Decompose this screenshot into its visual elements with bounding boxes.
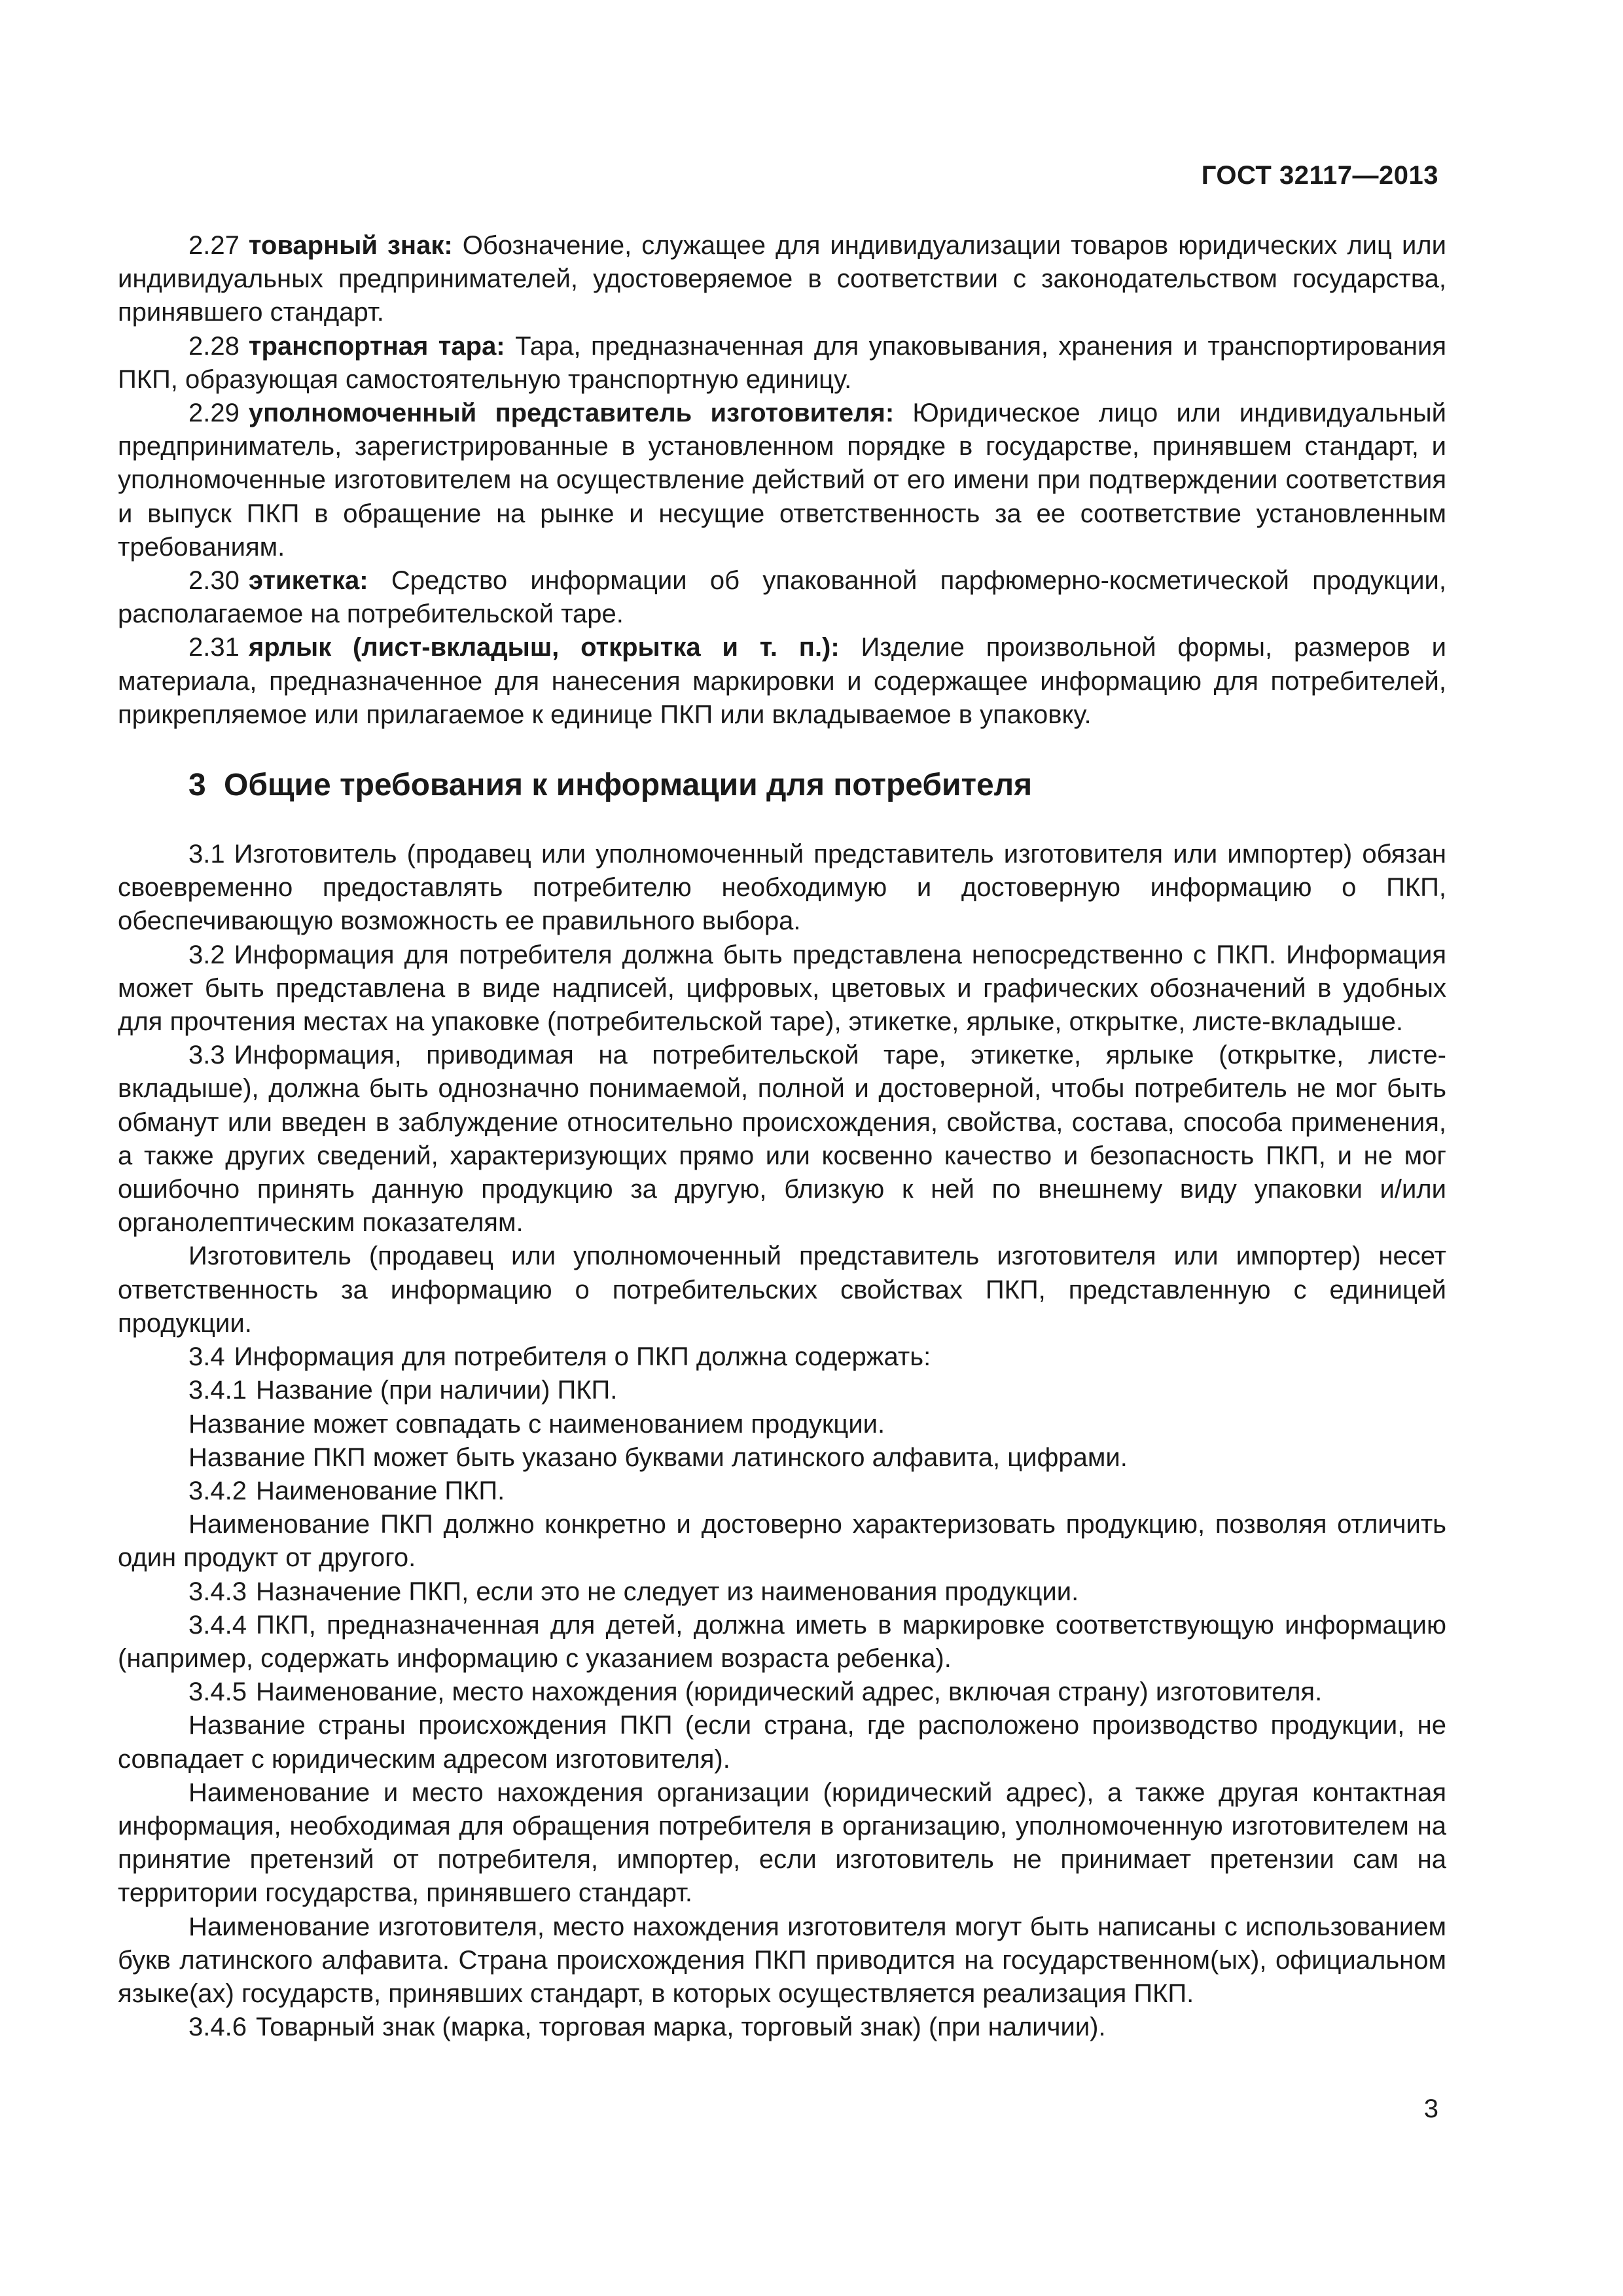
paragraph-3-4-3	[118, 1575, 1446, 1609]
paragraph-text: Название может совпадать с наименованием продукции.	[188, 1409, 885, 1439]
paragraph-number: 3.3	[188, 1041, 225, 1070]
paragraph-number: 3.4.6	[188, 2013, 247, 2042]
paragraph	[118, 1776, 1446, 1910]
paragraph-text: Наименование и место нахождения организации (юридический адрес), а также другая контактная информация, необходимая для обращения потребителя в организацию, уполномоченную изготовителем на принятие претензий от потребителя, импортер, если изготовитель не принимает претензии сам на территории государства, принявшего стандарт.	[118, 1778, 1446, 1908]
paragraph	[118, 1508, 1446, 1575]
paragraph	[118, 1441, 1446, 1475]
paragraph-text: Изготовитель (продавец или уполномоченный представитель изготовителя или импортер) несет ответственность за информацию о потребительских свойствах ПКП, представленную с единицей продукции.	[118, 1242, 1446, 1338]
definition-2-31	[118, 631, 1446, 732]
definition-term: товарный знак:	[248, 231, 453, 260]
paragraph-number: 3.4.2	[188, 1476, 247, 1505]
paragraph-number: 3.4.3	[188, 1577, 247, 1606]
paragraph	[118, 1709, 1446, 1776]
paragraph-number: 3.1	[188, 840, 225, 869]
paragraph-text: Информация, приводимая на потребительской таре, этикетке, ярлыке (открытке, листе-вкладыше), должна быть однозначно понимаемой, полной и достоверной, чтобы потребитель не мог быть обманут или введен в заблуждение относительно происхождения, свойства, состава, способа применения, а также других сведений, характеризующих прямо или косвенно качество и безопасность ПКП, и не мог ошибочно принять данную продукцию за другую, близкую к ней по внешнему виду упаковки и/или органолептическим показателям.	[118, 1041, 1446, 1238]
definition-number: 2.28	[188, 331, 240, 361]
paragraph-text: Название (при наличии) ПКП.	[255, 1376, 618, 1405]
paragraph-3-2	[118, 939, 1446, 1039]
paragraph-text: Наименование изготовителя, место нахождения изготовителя могут быть написаны с использованием букв латинского алфавита. Страна происхождения ПКП приводится на государственном(ых), официальном языке(ах) государств, принявших стандарт, в которых осуществляется реализация ПКП.	[118, 1912, 1446, 2008]
definition-text: Обозначение, служащее для индивидуализации товаров юридических лиц или индивидуальных предпринимателей, удостоверяемое в соответствии с законодательством государства, принявшего стандарт.	[118, 231, 1446, 327]
paragraph-number: 3.4	[188, 1342, 225, 1372]
paragraph-3-4-2	[118, 1475, 1446, 1508]
paragraph-3-4-5	[118, 1676, 1446, 1709]
definition-term: ярлык (лист-вкладыш, открытка и т. п.):	[248, 633, 840, 662]
document-code: ГОСТ 32117—2013	[1201, 161, 1438, 190]
section-heading	[118, 767, 1446, 804]
definition-term: транспортная тара:	[248, 331, 505, 361]
definition-2-27	[118, 229, 1446, 330]
paragraph-3-4-4	[118, 1609, 1446, 1676]
paragraph-3-4-6	[118, 2011, 1446, 2044]
paragraph-text: Товарный знак (марка, торговая марка, торговый знак) (при наличии).	[255, 2013, 1106, 2042]
definition-number: 2.27	[188, 231, 240, 260]
paragraph-text: Наименование ПКП.	[255, 1476, 505, 1505]
paragraph-number: 3.4.5	[188, 1677, 247, 1707]
paragraph	[118, 1910, 1446, 2011]
definition-term: этикетка:	[248, 566, 368, 596]
definition-number: 2.29	[188, 399, 240, 428]
paragraph-text: ПКП, предназначенная для детей, должна иметь в маркировке соответствующую информацию (например, содержать информацию с указанием возраста ребенка).	[118, 1610, 1446, 1673]
definition-number: 2.31	[188, 633, 240, 662]
paragraph-number: 3.2	[188, 940, 225, 969]
paragraph-text: Назначение ПКП, если это не следует из наименования продукции.	[255, 1577, 1079, 1606]
definition-text: Тара, предназначенная для упаковывания, хранения и транспортирования ПКП, образующая самостоятельную транспортную единицу.	[118, 331, 1446, 394]
paragraph-text: Название страны происхождения ПКП (если страна, где расположено производство продукции, не совпадает с юридическим адресом изготовителя).	[118, 1711, 1446, 1774]
paragraph-text: Изготовитель (продавец или уполномоченный представитель изготовителя или импортер) обязан своевременно предоставлять потребителю необходимую и достоверную информацию о ПКП, обеспечивающую возможность ее правильного выбора.	[118, 840, 1446, 936]
paragraph-text: Наименование, место нахождения (юридический адрес, включая страну) изготовителя.	[255, 1677, 1323, 1707]
definition-text: Изделие произвольной формы, размеров и материала, предназначенное для нанесения маркировки и содержащее информацию для потребителей, прикрепляемое или прилагаемое к единице ПКП или вкладываемое в упаковку.	[118, 633, 1446, 729]
paragraph-number: 3.4.1	[188, 1376, 247, 1405]
paragraph-number: 3.4.4	[188, 1610, 247, 1640]
page-number: 3	[1423, 2094, 1438, 2123]
definition-2-29	[118, 397, 1446, 564]
definition-2-30	[118, 564, 1446, 631]
paragraph-3-3	[118, 1039, 1446, 1240]
definition-term: уполномоченный представитель изготовителя:	[248, 399, 895, 428]
paragraph-text: Наименование ПКП должно конкретно и достоверно характеризовать продукцию, позволяя отличить один продукт от другого.	[118, 1510, 1446, 1573]
paragraph-text: Информация для потребителя о ПКП должна содержать:	[234, 1342, 931, 1372]
paragraph	[118, 1408, 1446, 1441]
paragraph-text: Название ПКП может быть указано буквами латинского алфавита, цифрами.	[188, 1443, 1128, 1472]
definition-2-28	[118, 330, 1446, 397]
definition-text: Юридическое лицо или индивидуальный предприниматель, зарегистрированные в установленном порядке в государстве, принявшем стандарт, и уполномоченные изготовителем на осуществление действий от его имени при подтверждении соответствия и выпуск ПКП в обращение на рынке и несущие ответственность за ее соответствие установленным требованиям.	[118, 399, 1446, 562]
document-body	[118, 229, 1446, 2044]
section-number: 3	[188, 768, 206, 803]
paragraph-3-4-1	[118, 1374, 1446, 1407]
paragraph	[118, 1240, 1446, 1340]
section-title-text: Общие требования к информации для потребителя	[224, 768, 1033, 803]
definition-number: 2.30	[188, 566, 240, 596]
paragraph-3-1	[118, 838, 1446, 939]
paragraph-3-4	[118, 1340, 1446, 1374]
definition-text: Средство информации об упакованной парфюмерно-косметической продукции, располагаемое на потребительской таре.	[118, 566, 1446, 629]
paragraph-text: Информация для потребителя должна быть представлена непосредственно с ПКП. Информация может быть представлена в виде надписей, цифровых, цветовых и графических обозначений в удобных для прочтения местах на упаковке (потребительской таре), этикетке, ярлыке, открытке, листе-вкладыше.	[118, 940, 1446, 1037]
